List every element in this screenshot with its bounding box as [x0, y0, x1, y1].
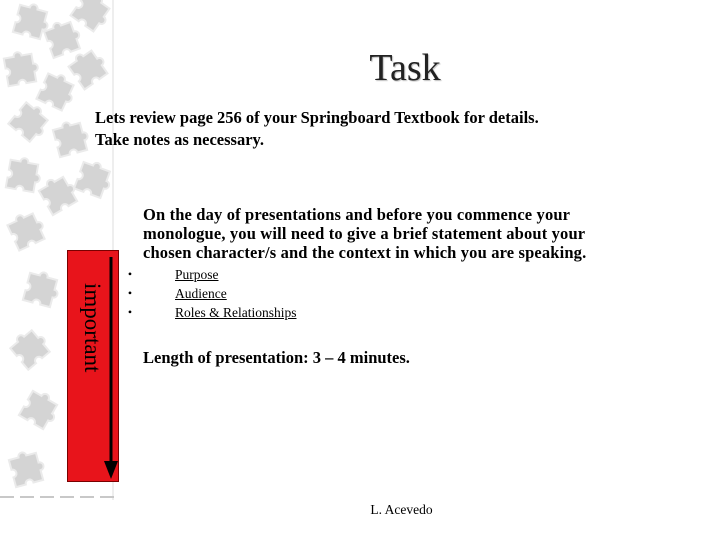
list-item — [124, 303, 297, 322]
bullet-marker: • — [127, 305, 133, 319]
presentation-note — [143, 205, 688, 262]
bullet-marker: • — [127, 267, 133, 281]
bullet-list — [124, 265, 297, 322]
bullet-text: Purpose — [175, 267, 219, 282]
intro-text — [95, 107, 695, 151]
important-label: important — [80, 283, 105, 373]
note-line: On the day of presentations and before you commence your — [143, 205, 571, 224]
list-item — [124, 265, 297, 284]
intro-line: Lets review page 256 of your Springboard Textbook for details. — [95, 108, 539, 127]
intro-line: Take notes as necessary. — [95, 130, 264, 149]
bullet-text: Roles & Relationships — [175, 305, 297, 320]
list-item — [124, 284, 297, 303]
length-text: Length of presentation: 3 – 4 minutes. — [143, 348, 410, 367]
bullet-text: Audience — [175, 286, 227, 301]
slide-title: Task — [369, 47, 441, 89]
author-credit: L. Acevedo — [370, 502, 433, 517]
note-line: chosen character/s and the context in which you are speaking. — [143, 243, 587, 262]
note-line: monologue, you will need to give a brief statement about your — [143, 224, 586, 243]
bullet-marker: • — [127, 286, 133, 300]
